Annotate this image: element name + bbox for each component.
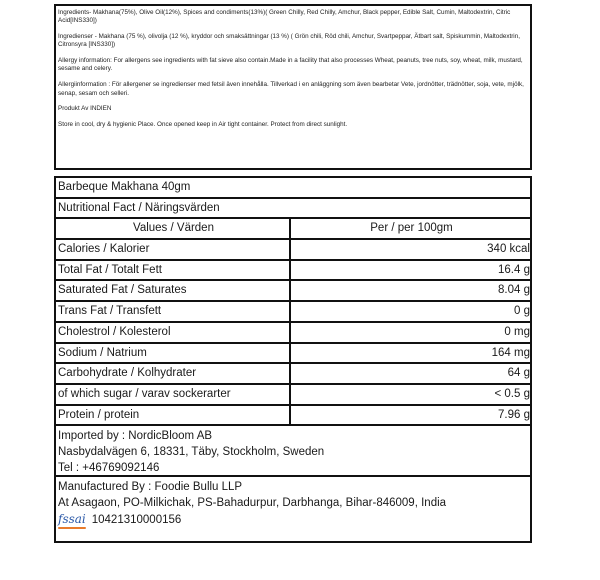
fssai-certification <box>58 511 528 529</box>
table-header-row <box>56 219 530 240</box>
table-row <box>56 364 530 385</box>
table-row <box>56 323 530 344</box>
importer-address: Nasbydalvägen 6, 18331, Täby, Stockholm, Sweden <box>58 446 325 459</box>
nutrient-label: Cholestrol / Kolesterol <box>56 323 291 342</box>
nutrient-label: of which sugar / varav sockerarter <box>56 385 291 404</box>
nutrient-value: 16.4 g <box>498 263 530 276</box>
facts-title-row <box>56 199 530 220</box>
ingredients-panel <box>54 4 532 170</box>
storage-text: Store in cool, dry & hygienic Place. Once opened keep in Air tight container. Protect from direct sunlight. <box>58 120 348 128</box>
ingredients-english: Ingredients- Makhana(75%), Olive Oil(12%), Spices and condiments(13%)( Green Chilly, Red Chilly, Amchur, Black pepper, Edible Salt, Cumin, Maltodextrin, Citric Acid[INS330]) <box>58 9 511 25</box>
manufacturer-name: Manufactured By : Foodie Bullu LLP <box>58 481 243 494</box>
origin-text: Produkt Av INDIEN <box>58 105 112 113</box>
nutrient-value: 0 g <box>514 305 530 318</box>
importer-phone: Tel : +46769092146 <box>58 462 160 475</box>
importer-name: Imported by : NordicBloom AB <box>58 430 213 443</box>
ingredients-swedish: Ingredienser - Makhana (75 %), olivolja (12 %), kryddor och smaksättningar (13 %) ( Grön chili, Röd chili, Amchur, Svartpeppar, Ätbart salt, Spiskummin, Maltodextrin, Citronsyra [INS330]) <box>58 33 520 49</box>
column-header-per-100g: Per / per 100gm <box>370 222 453 235</box>
nutrient-label: Calories / Kalorier <box>56 240 291 259</box>
nutrient-label: Protein / protein <box>56 406 291 425</box>
product-name-row <box>56 178 530 199</box>
nutrient-value: 164 mg <box>491 346 530 359</box>
nutrient-value: 8.04 g <box>498 284 530 297</box>
nutrient-value: < 0.5 g <box>494 387 530 400</box>
manufacturer-info <box>56 477 530 543</box>
nutrient-label: Carbohydrate / Kolhydrater <box>56 364 291 383</box>
nutrient-value: 340 kcal <box>487 243 530 256</box>
table-row <box>56 406 530 427</box>
column-header-values: Values / Värden <box>56 219 291 238</box>
nutrient-label: Total Fat / Totalt Fett <box>56 261 291 280</box>
nutrient-value: 0 mg <box>504 325 530 338</box>
allergy-info-swedish: Allergiinformation : För allergener se ingredienser med fetsil även innehålla. Tillverkad i en anläggning som även bearbetar Vete, jordnötter, trädnötter, soja, vete, mjölk, senap, sesam och selleri. <box>58 81 524 97</box>
nutrient-label: Saturated Fat / Saturates <box>56 281 291 300</box>
table-row <box>56 385 530 406</box>
facts-title: Nutritional Fact / Näringsvärden <box>58 201 220 214</box>
allergy-info-english: Allergy information: For allergens see ingredients with fat sieve also contain.Made in a facility that also processes Wheat, peanuts, tree nuts, soy, wheat, milk, mustard, sesame and celery. <box>58 57 523 73</box>
nutrition-table <box>54 176 532 543</box>
fssai-logo-icon: fssai <box>58 511 86 529</box>
nutrient-label: Sodium / Natrium <box>56 344 291 363</box>
manufacturer-address: At Asagaon, PO-Milkichak, PS-Bahadurpur, Darbhanga, Bihar-846009, India <box>58 497 447 510</box>
product-name: Barbeque Makhana 40gm <box>58 181 191 193</box>
table-row <box>56 302 530 323</box>
table-row <box>56 240 530 261</box>
nutrient-value: 64 g <box>507 367 530 380</box>
nutrient-value: 7.96 g <box>498 408 530 421</box>
table-row <box>56 344 530 365</box>
importer-info <box>56 426 530 477</box>
table-row <box>56 261 530 282</box>
fssai-license-number: 10421310000156 <box>91 514 182 527</box>
nutrient-label: Trans Fat / Transfett <box>56 302 291 321</box>
table-row <box>56 281 530 302</box>
